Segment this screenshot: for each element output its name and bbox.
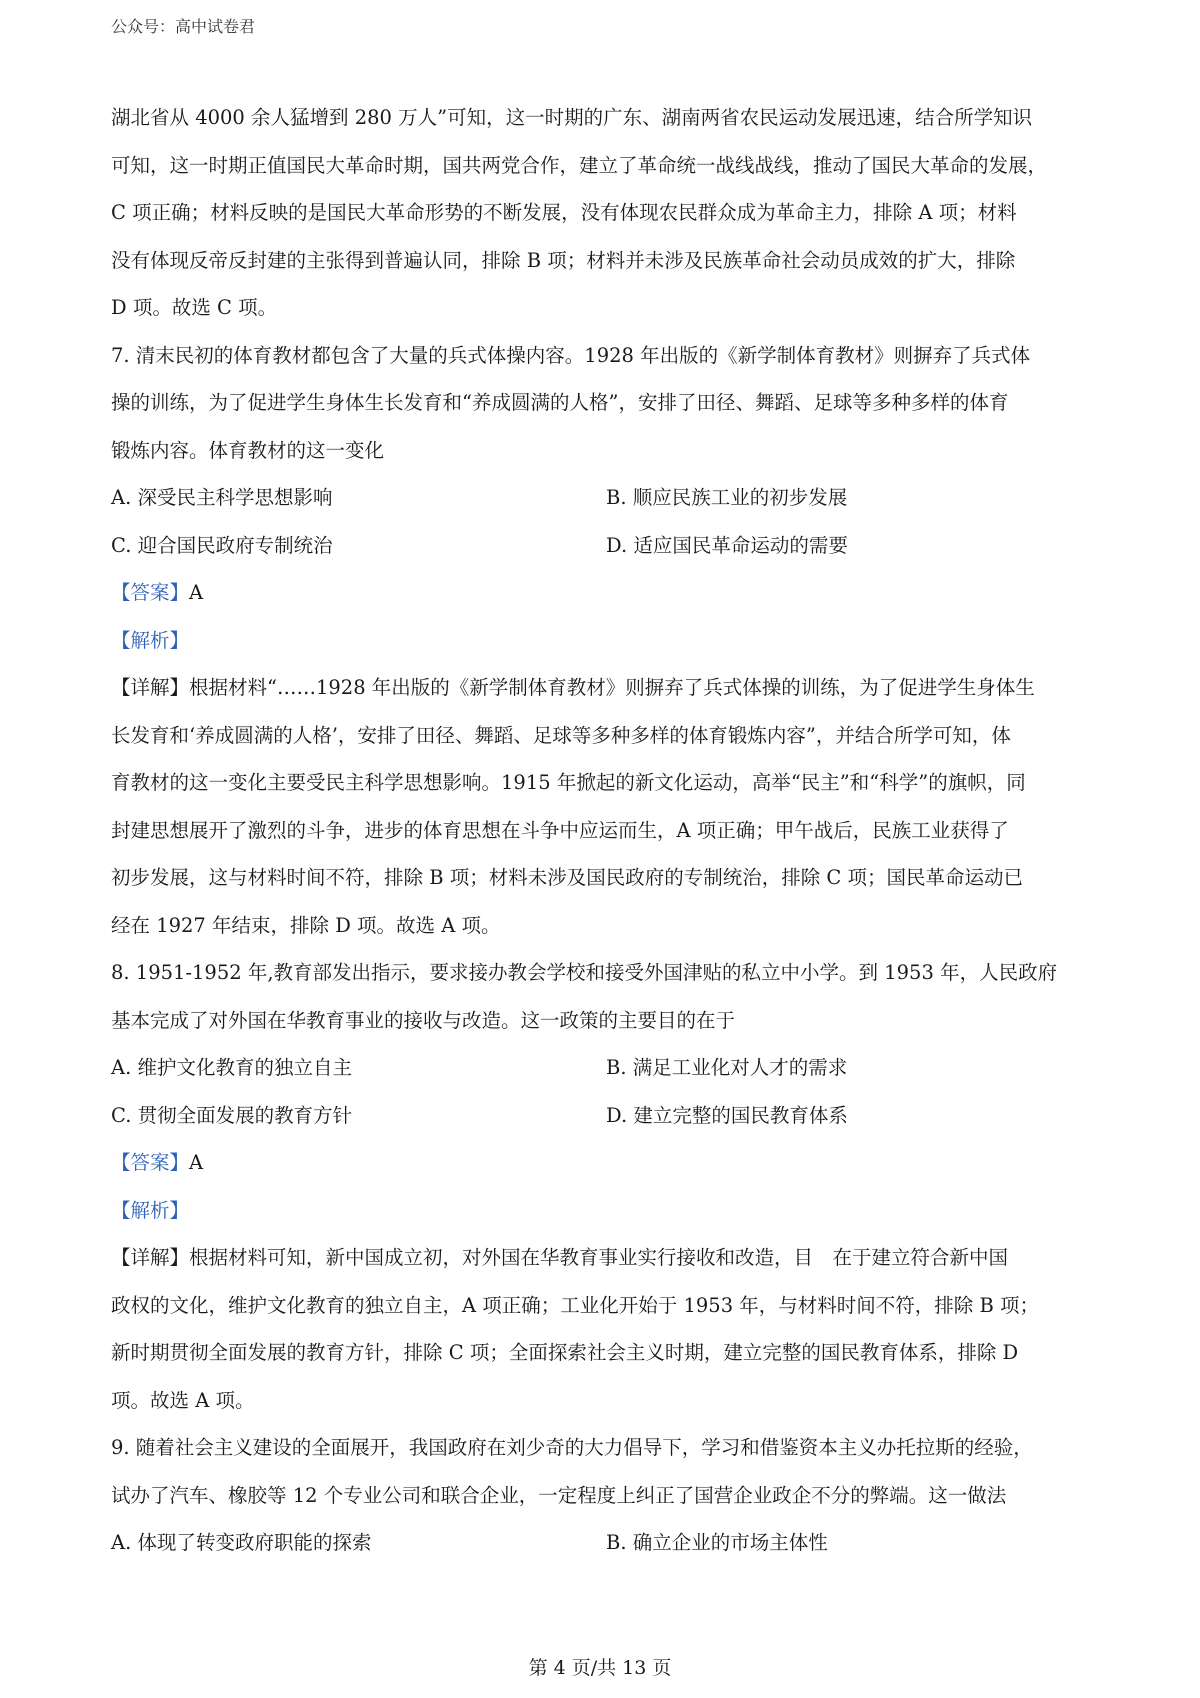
answer-value: A — [189, 1151, 204, 1174]
detail-text: 根据材料“……1928 年出版的《新学制体育教材》则摒弃了兵式体操的训练，为了促进学生身体生 — [189, 676, 1035, 699]
answer-label: 【答案】 — [111, 581, 190, 604]
detail-line: 封建思想展开了激烈的斗争，进步的体育思想在斗争中应运而生，A 项正确；甲午战后，民族工业获得了 — [111, 818, 1009, 842]
option-d: D. 适应国民革命运动的需要 — [606, 533, 848, 557]
detail-label: 【详解】 — [111, 1246, 190, 1269]
answer-line — [111, 569, 1101, 617]
text-line: C 项正确；材料反映的是国民大革命形势的不断发展，没有体现农民群众成为革命主力，排除 A 项；材料 — [111, 201, 1017, 224]
detail-line — [111, 664, 1101, 712]
question-9 — [111, 1424, 1101, 1567]
text-line: D 项。故选 C 项。 — [111, 296, 278, 319]
analysis-label: 【解析】 — [111, 1198, 190, 1222]
analysis-line — [111, 1187, 1101, 1235]
options-row — [111, 1519, 1101, 1567]
prev-explanation — [111, 94, 1101, 332]
question-stem-line: 基本完成了对外国在华教育事业的接收与改造。这一政策的主要目的在于 — [111, 1008, 736, 1032]
options-row — [111, 1092, 1101, 1140]
detail-line: 育教材的这一变化主要受民主科学思想影响。1915 年掀起的新文化运动，高举“民主”和“科学”的旗帜，同 — [111, 771, 1026, 794]
detail-line — [111, 1234, 1101, 1282]
text-line: 没有体现反帝反封建的主张得到普遍认同，排除 B 项；材料并未涉及民族革命社会动员成效的扩大，排除 — [111, 248, 1016, 272]
detail-label: 【详解】 — [111, 676, 190, 699]
option-b: B. 确立企业的市场主体性 — [606, 1531, 828, 1554]
text-line: 可知，这一时期正值国民大革命时期，国共两党合作，建立了革命统一战线战线，推动了国民大革命的发展， — [111, 153, 1048, 177]
option-a: A. 体现了转变政府职能的探索 — [111, 1531, 372, 1554]
detail-line: 项。故选 A 项。 — [111, 1388, 255, 1412]
option-c: C. 迎合国民政府专制统治 — [111, 533, 333, 557]
option-a: A. 维护文化教育的独立自主 — [111, 1056, 352, 1079]
page-header: 公众号：高中试卷君 — [111, 17, 256, 36]
page-number: 第 4 页/共 13 页 — [528, 1657, 672, 1679]
question-stem-line: 锻炼内容。体育教材的这一变化 — [111, 438, 385, 462]
answer-value: A — [189, 581, 204, 604]
option-d: D. 建立完整的国民教育体系 — [606, 1103, 848, 1127]
options-row — [111, 474, 1101, 522]
options-row — [111, 1044, 1101, 1092]
detail-text: 根据材料可知，新中国成立初，对外国在华教育事业实行接收和改造，目 在于建立符合新中国 — [189, 1246, 1009, 1269]
option-c: C. 贯彻全面发展的教育方针 — [111, 1103, 353, 1127]
detail-line: 长发育和‘养成圆满的人格’，安排了田径、舞蹈、足球等多种多样的体育锻炼内容”，并结合所学可知，体 — [111, 723, 1011, 747]
question-stem-line: 9. 随着社会主义建设的全面展开，我国政府在刘少奇的大力倡导下，学习和借鉴资本主义办托拉斯的经验， — [111, 1436, 1033, 1459]
option-a: A. 深受民主科学思想影响 — [111, 486, 333, 509]
question-7 — [111, 332, 1101, 950]
detail-line: 新时期贯彻全面发展的教育方针，排除 C 项；全面探索社会主义时期，建立完整的国民教育体系，排除 D — [111, 1341, 1019, 1364]
analysis-line — [111, 617, 1101, 665]
analysis-label: 【解析】 — [111, 628, 190, 652]
question-8 — [111, 949, 1101, 1424]
question-stem-line: 操的训练，为了促进学生身体生长发育和“养成圆满的人格”，安排了田径、舞蹈、足球等多种多样的体育 — [111, 391, 1009, 414]
detail-line: 政权的文化，维护文化教育的独立自主，A 项正确；工业化开始于 1953 年，与材料时间不符，排除 B 项； — [111, 1293, 1040, 1317]
page-content — [111, 94, 1101, 1567]
answer-label: 【答案】 — [111, 1151, 190, 1174]
question-stem-line: 7. 清末民初的体育教材都包含了大量的兵式体操内容。1928 年出版的《新学制体育教材》则摒弃了兵式体 — [111, 343, 1031, 367]
options-row — [111, 522, 1101, 570]
answer-line — [111, 1139, 1101, 1187]
option-b: B. 顺应民族工业的初步发展 — [606, 486, 848, 509]
option-b: B. 满足工业化对人才的需求 — [606, 1056, 848, 1079]
detail-line: 初步发展，这与材料时间不符，排除 B 项；材料未涉及国民政府的专制统治，排除 C 项；国民革命运动已 — [111, 866, 1024, 889]
text-line: 湖北省从 4000 余人猛增到 280 万人”可知，这一时期的广东、湖南两省农民运动发展迅速，结合所学知识 — [111, 106, 1033, 129]
question-stem-line: 8. 1951-1952 年,教育部发出指示，要求接办教会学校和接受外国津贴的私立中小学。到 1953 年，人民政府 — [111, 961, 1058, 984]
question-stem-line: 试办了汽车、橡胶等 12 个专业公司和联合企业，一定程度上纠正了国营企业政企不分的弊端。这一做法 — [111, 1483, 1007, 1507]
detail-line: 经在 1927 年结束，排除 D 项。故选 A 项。 — [111, 913, 501, 937]
